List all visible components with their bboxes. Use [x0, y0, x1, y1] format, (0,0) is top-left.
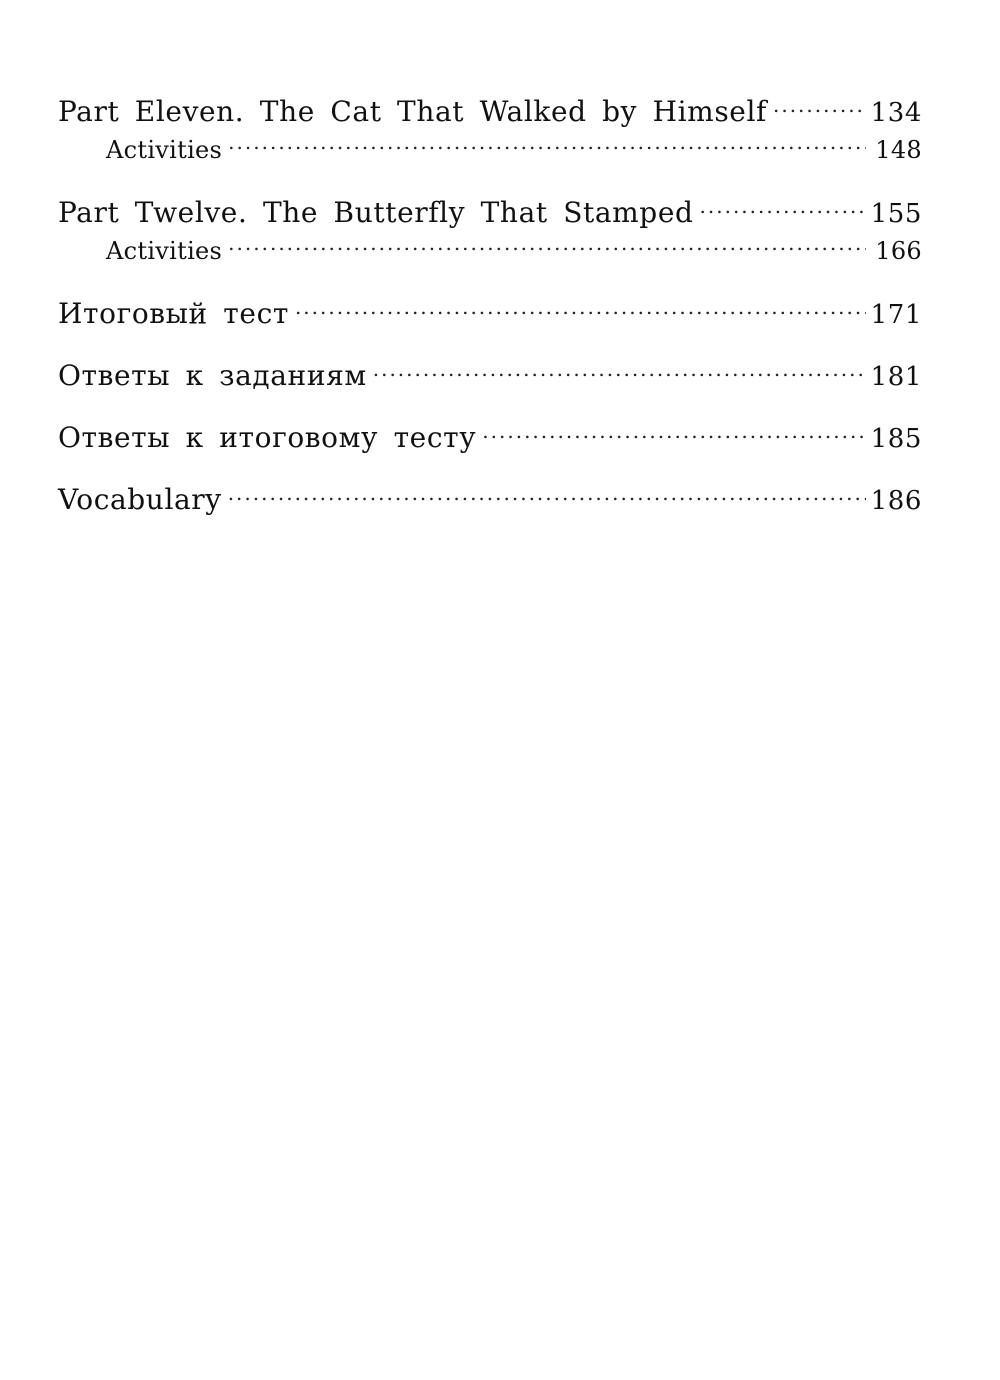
toc-entry-page: 148 [875, 136, 922, 164]
dot-leader [482, 419, 866, 447]
toc-entry-title: Activities [106, 237, 223, 265]
dot-leader [773, 93, 866, 121]
toc-entry [58, 480, 922, 519]
toc-entry [58, 294, 922, 333]
dot-leader [373, 357, 866, 385]
toc-entry [58, 92, 922, 131]
toc-entry-title: Activities [106, 136, 223, 164]
toc-entry-title: Vocabulary [58, 483, 222, 516]
dot-leader [228, 481, 866, 509]
dot-leader [228, 134, 866, 158]
toc-entry-page: 134 [870, 98, 922, 128]
toc-entry-page: 181 [870, 362, 922, 392]
toc-subentry [58, 232, 922, 271]
toc-entry-title: Part Twelve. The Butterfly That Stamped [58, 196, 694, 229]
toc-subentry [58, 131, 922, 170]
toc-entry-page: 185 [870, 424, 922, 454]
toc-entry-title: Ответы к заданиям [58, 359, 367, 392]
dot-leader [228, 235, 866, 259]
toc-entry-page: 186 [870, 486, 922, 516]
toc-entry-title: Ответы к итоговому тесту [58, 421, 477, 454]
toc-entry [58, 356, 922, 395]
toc-entry [58, 193, 922, 232]
toc-entry [58, 418, 922, 457]
toc-entry-title: Part Eleven. The Cat That Walked by Himself [58, 95, 767, 128]
table-of-contents [58, 92, 922, 519]
toc-entry-page: 155 [870, 199, 922, 229]
toc-entry-page: 171 [870, 300, 922, 330]
toc-entry-title: Итоговый тест [58, 297, 289, 330]
dot-leader [295, 295, 866, 323]
toc-entry-page: 166 [875, 237, 922, 265]
dot-leader [700, 194, 866, 222]
